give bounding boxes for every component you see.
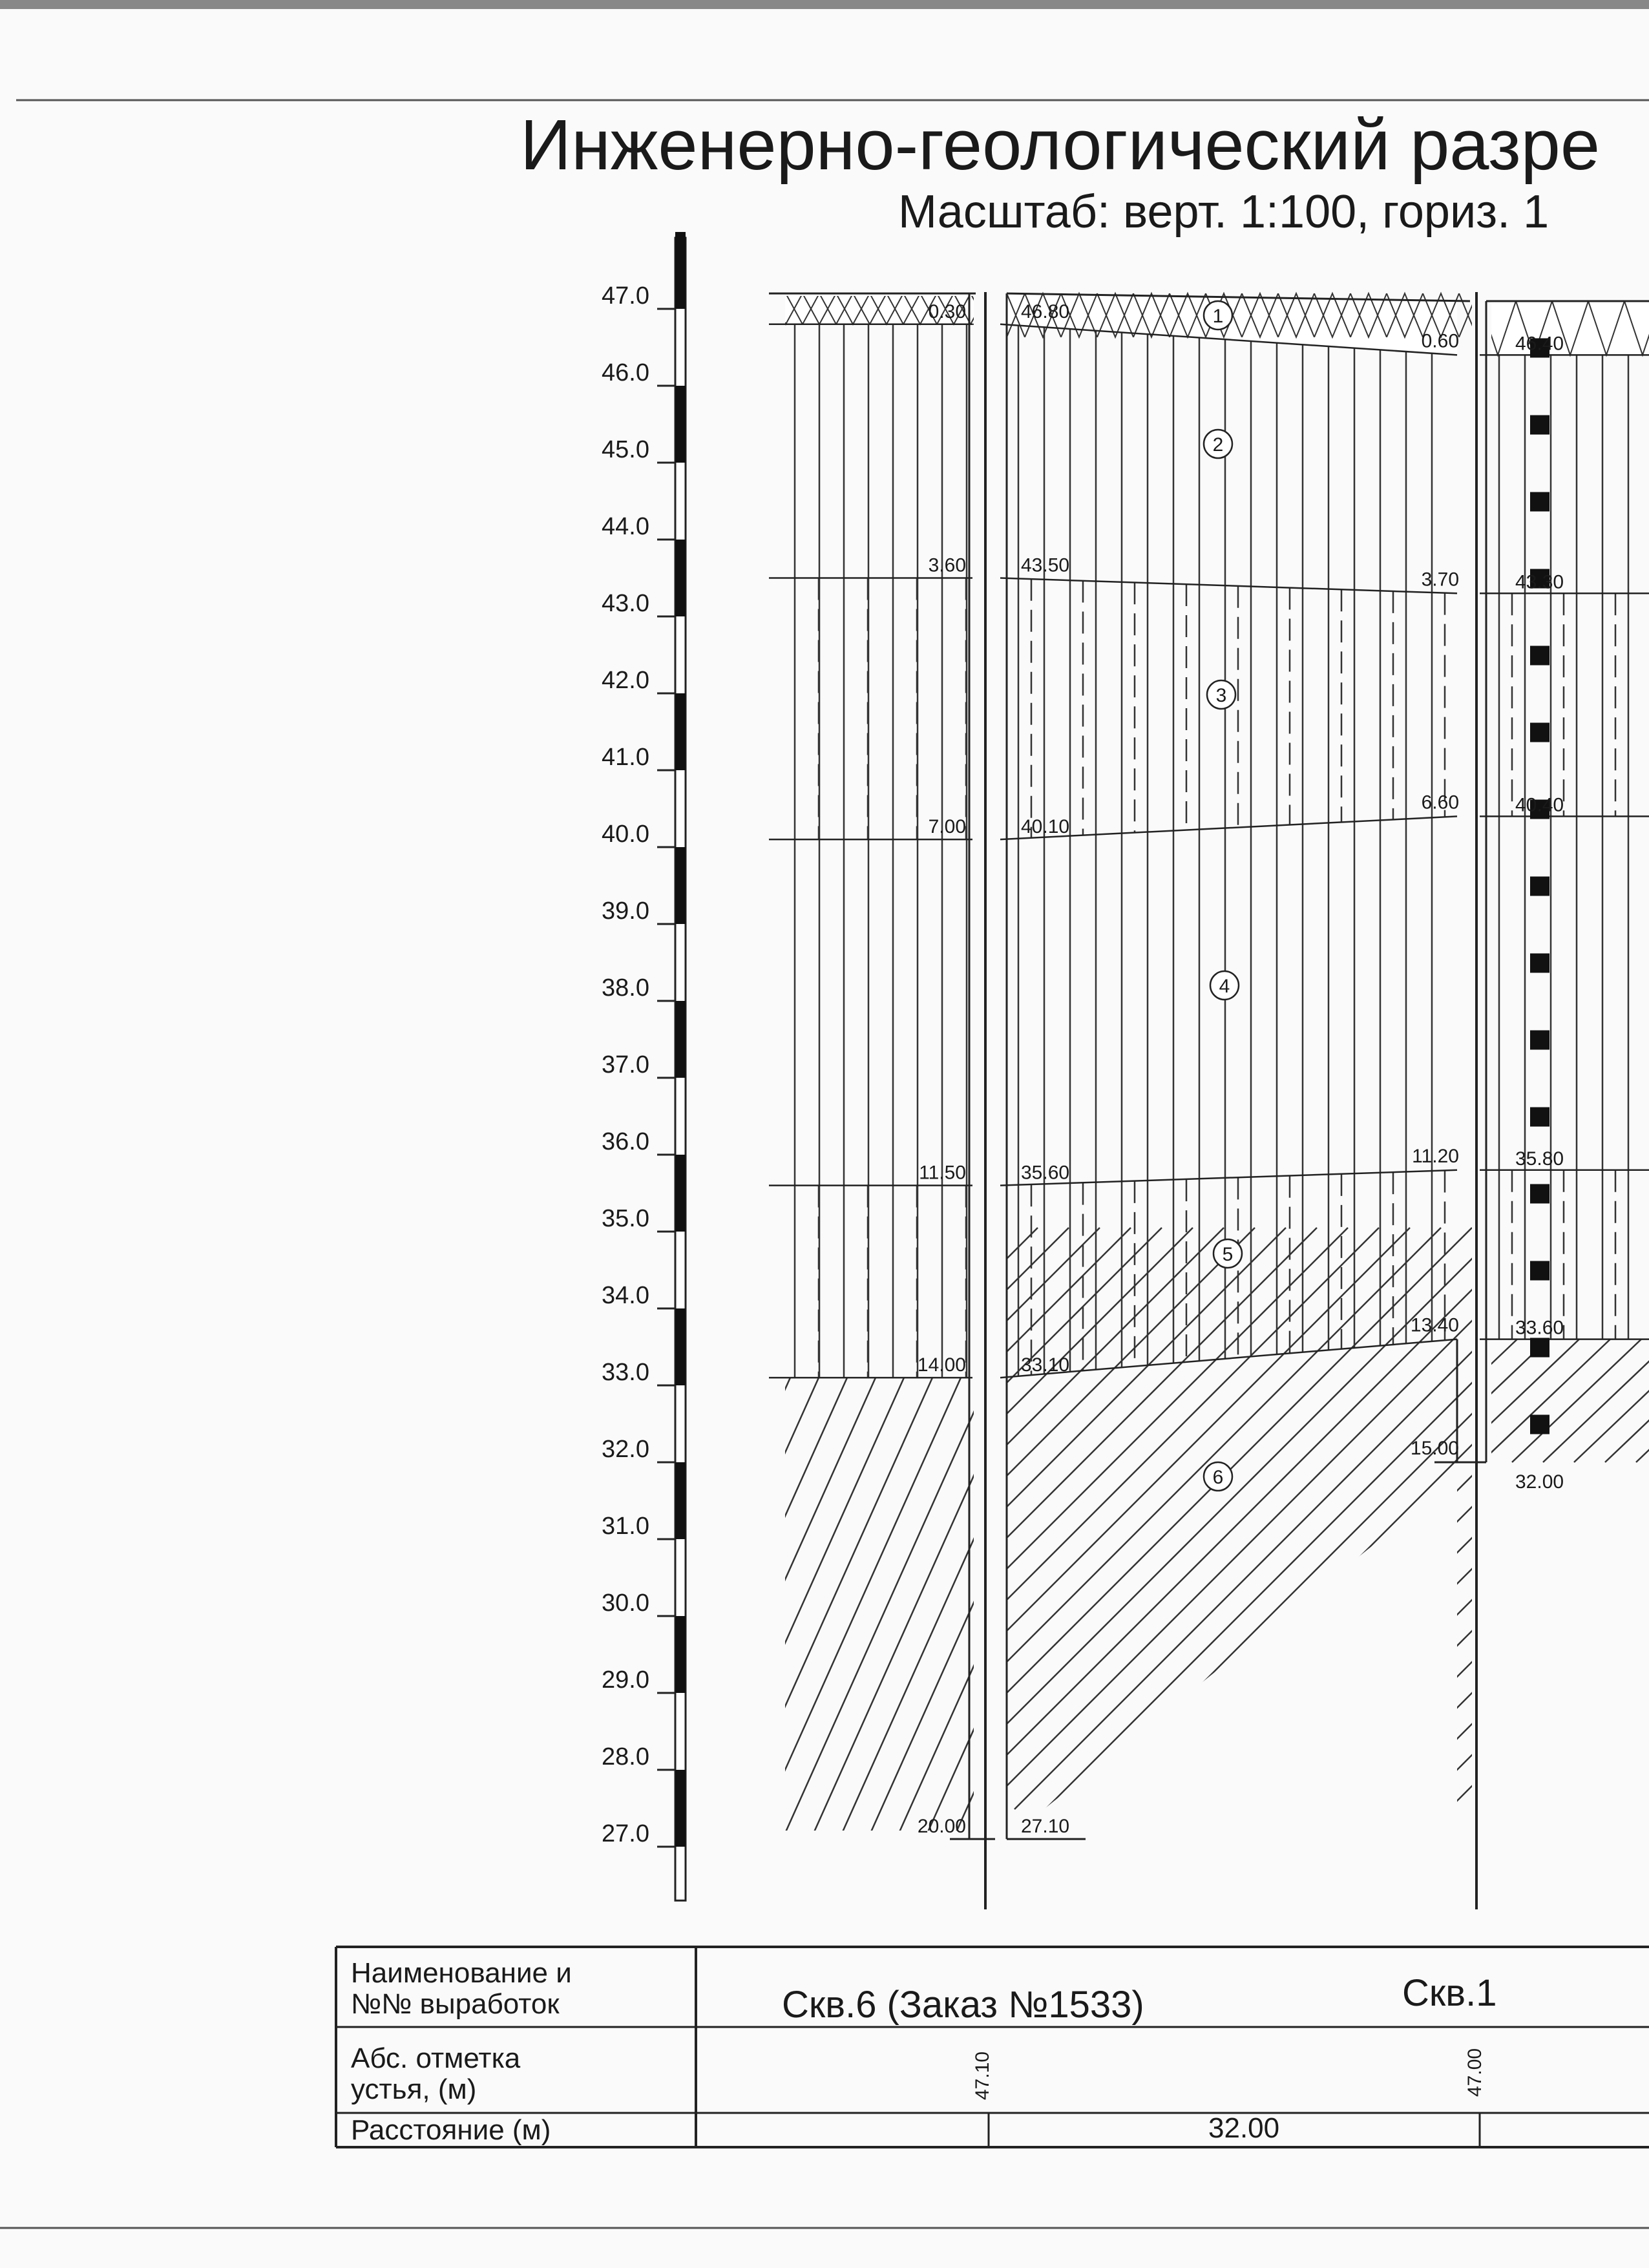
scale-label: 36.0 [602, 1128, 649, 1155]
sample-marker [1530, 1184, 1549, 1204]
depth-label: 13.40 [1410, 1314, 1459, 1336]
scale-label: 41.0 [602, 744, 649, 771]
info-table [336, 1947, 1649, 2147]
borehole-name-skv6: Скв.6 (Заказ №1533) [782, 1984, 1144, 2026]
scale-label: 43.0 [602, 590, 649, 617]
layer-marker-number: 3 [1215, 685, 1227, 706]
scale-label: 47.0 [602, 282, 649, 310]
scale-bar-segment [675, 540, 686, 616]
sample-marker [1530, 1108, 1549, 1127]
scale-label: 46.0 [602, 359, 649, 386]
elevation-label: 46.80 [1021, 300, 1070, 322]
scale-bar-segment [675, 1308, 686, 1385]
scale-label: 31.0 [602, 1513, 649, 1540]
collar-elevation-skv1: 47.00 [1464, 2048, 1486, 2097]
scale-label: 35.0 [602, 1205, 649, 1232]
scale-bar-segment [675, 1155, 686, 1232]
depth-label: 3.60 [928, 554, 966, 576]
layer-marker-number: 4 [1219, 976, 1230, 997]
elevation-scale [602, 232, 686, 1900]
elevation-label: 35.60 [1021, 1162, 1070, 1184]
depth-label: 14.00 [917, 1354, 966, 1376]
scale-label: 39.0 [602, 898, 649, 925]
elevation-label: 40.10 [1021, 816, 1070, 838]
sample-marker [1530, 954, 1549, 973]
elevation-label: 27.10 [1021, 1816, 1070, 1838]
depth-label: 3.70 [1421, 569, 1459, 591]
collar-elevation-skv6: 47.10 [972, 2051, 993, 2100]
sample-marker [1530, 723, 1549, 742]
depth-label: 0.60 [1421, 330, 1459, 352]
sample-marker [1530, 1031, 1549, 1050]
scale-label: 42.0 [602, 667, 649, 694]
sample-marker [1530, 415, 1549, 435]
borehole-name-skv1: Скв.1 [1402, 1972, 1497, 2014]
depth-label: 11.20 [1412, 1145, 1459, 1167]
layer-markers [1204, 301, 1242, 1491]
elevation-label: 33.10 [1021, 1354, 1070, 1376]
scale-label: 45.0 [602, 436, 649, 463]
elevation-label: 32.00 [1515, 1471, 1564, 1493]
drawing-scale: Масштаб: верт. 1:100, гориз. 1 [898, 186, 1549, 238]
sample-marker [1530, 646, 1549, 666]
sample-marker [1530, 492, 1549, 512]
borehole-column-skv6 [527, 293, 1649, 1839]
elevation-label: 35.80 [1515, 1148, 1564, 1170]
scale-bar-segment [675, 847, 686, 924]
depth-label: 20.00 [917, 1816, 966, 1838]
scale-label: 33.0 [602, 1359, 649, 1386]
elevation-label: 43.50 [1021, 554, 1070, 576]
scale-label: 28.0 [602, 1743, 649, 1770]
depth-label: 11.50 [919, 1162, 966, 1184]
table-label-distance: Расстояние (м) [351, 2114, 551, 2146]
table-label-workings: Наименование и №№ выработок [351, 1957, 572, 2020]
depth-label: 7.00 [928, 816, 966, 838]
scale-label: 32.0 [602, 1436, 649, 1463]
drawing-title: Инженерно-геологический разре [520, 105, 1601, 185]
layer-marker-number: 1 [1212, 306, 1224, 327]
table-label-elevation: Абс. отметка устья, (м) [351, 2042, 521, 2105]
scale-label: 30.0 [602, 1590, 649, 1617]
scale-bar-segment [675, 1001, 686, 1078]
depth-label: 15.00 [1410, 1438, 1459, 1459]
sample-marker [1530, 877, 1549, 896]
layer-marker-number: 5 [1222, 1244, 1234, 1265]
depth-label: 6.60 [1421, 792, 1459, 814]
layer-marker-number: 2 [1212, 434, 1224, 456]
scale-label: 40.0 [602, 821, 649, 848]
scale-bar-segment [675, 1770, 686, 1847]
elevation-label: 33.60 [1515, 1317, 1564, 1339]
scale-label: 34.0 [602, 1282, 649, 1309]
layer-marker-number: 6 [1212, 1467, 1224, 1488]
depth-label: 0.30 [928, 300, 966, 322]
scale-label: 29.0 [602, 1666, 649, 1694]
scale-label: 44.0 [602, 513, 649, 540]
scale-bar-segment [675, 1616, 686, 1693]
distance-value: 32.00 [1208, 2112, 1280, 2144]
sample-marker [1530, 1415, 1549, 1434]
sample-marker [1530, 1261, 1549, 1281]
scale-bar-segment [675, 1462, 686, 1539]
elevation-label: 46.40 [1515, 333, 1564, 355]
scale-bar-segment [675, 238, 686, 309]
scale-bar-segment [675, 693, 686, 770]
scale-label: 38.0 [602, 974, 649, 1002]
elevation-label: 43.30 [1515, 571, 1564, 593]
elevation-label: 40.40 [1515, 794, 1564, 816]
scale-label: 37.0 [602, 1051, 649, 1078]
top-edge-shadow [0, 0, 1649, 9]
sample-marker [1530, 1338, 1549, 1358]
borehole-column-skv1 [1357, 301, 1649, 1493]
scale-label: 27.0 [602, 1820, 649, 1847]
scale-bar-segment [675, 386, 686, 463]
